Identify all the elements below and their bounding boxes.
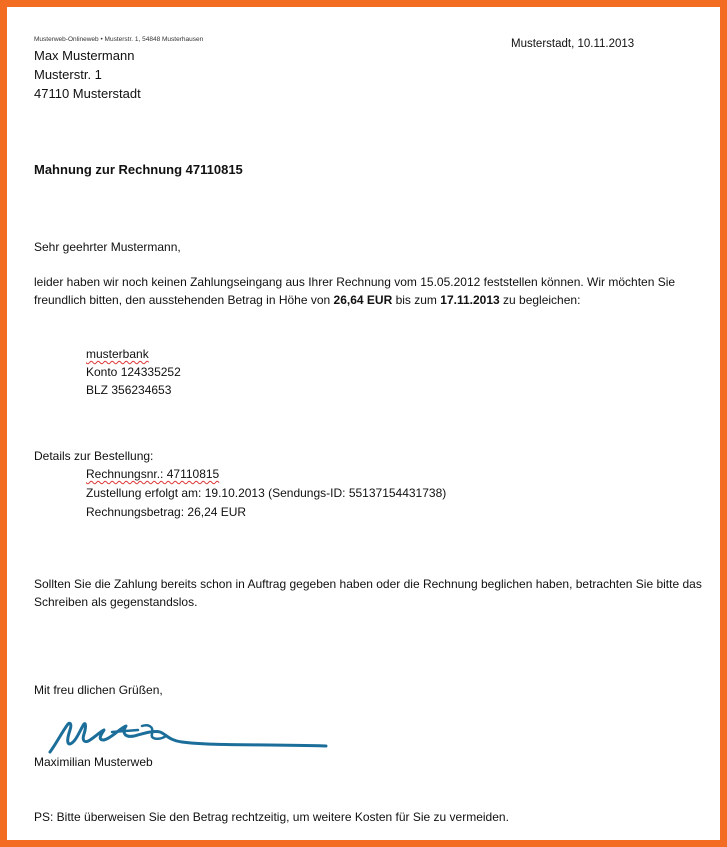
recipient-name: Max Mustermann (34, 48, 135, 63)
bank-blz: BLZ 356234653 (86, 383, 172, 397)
recipient-street: Musterstr. 1 (34, 67, 102, 82)
letter-date: Musterstadt, 10.11.2013 (511, 38, 635, 50)
postscript: PS: Bitte überweisen Sie den Betrag rechtzeitig, um weitere Kosten für Sie zu vermeiden. (34, 810, 509, 824)
bank-account: Konto 124335252 (86, 365, 181, 379)
details-heading: Details zur Bestellung: (34, 449, 154, 463)
body-text-2: bis zum (392, 293, 441, 307)
closing: Mit freu dlichen Grüßen, (34, 683, 163, 697)
sender-line: Musterweb-Onlineweb • Musterstr. 1, 54848 Musterhausen (34, 36, 204, 43)
body-paragraph-2: Sollten Sie die Zahlung bereits schon in Auftrag gegeben haben oder die Rechnung beglichen haben, betrachten Sie bitte das Schreiben als gegenstandslos. (34, 577, 702, 609)
letter-page (14, 14, 713, 833)
signatory-name: Maximilian Musterweb (34, 755, 153, 769)
bank-name: musterbank (86, 347, 149, 361)
outstanding-amount: 26,64 EUR (333, 293, 393, 307)
details-invoice-number: Rechnungsnr.: 47110815 (86, 467, 220, 481)
salutation: Sehr geehrter Mustermann, (34, 240, 181, 254)
letter-subject: Mahnung zur Rechnung 47110815 (34, 162, 243, 177)
body-text-1: leider haben wir noch keinen Zahlungseingang aus Ihrer Rechnung vom 15.05.2012 feststellen können. Wir möchten Sie freundlich bitten, den ausstehenden Betrag in Höhe von (34, 275, 676, 307)
details-delivery: Zustellung erfolgt am: 19.10.2013 (Sendungs-ID: 55137154431738) (86, 486, 447, 500)
due-date: 17.11.2013 (440, 293, 500, 307)
recipient-city: 47110 Musterstadt (34, 86, 141, 101)
body-paragraph-1 (34, 273, 706, 309)
details-amount: Rechnungsbetrag: 26,24 EUR (86, 505, 247, 519)
body-text-3: zu begleichen: (499, 293, 581, 307)
